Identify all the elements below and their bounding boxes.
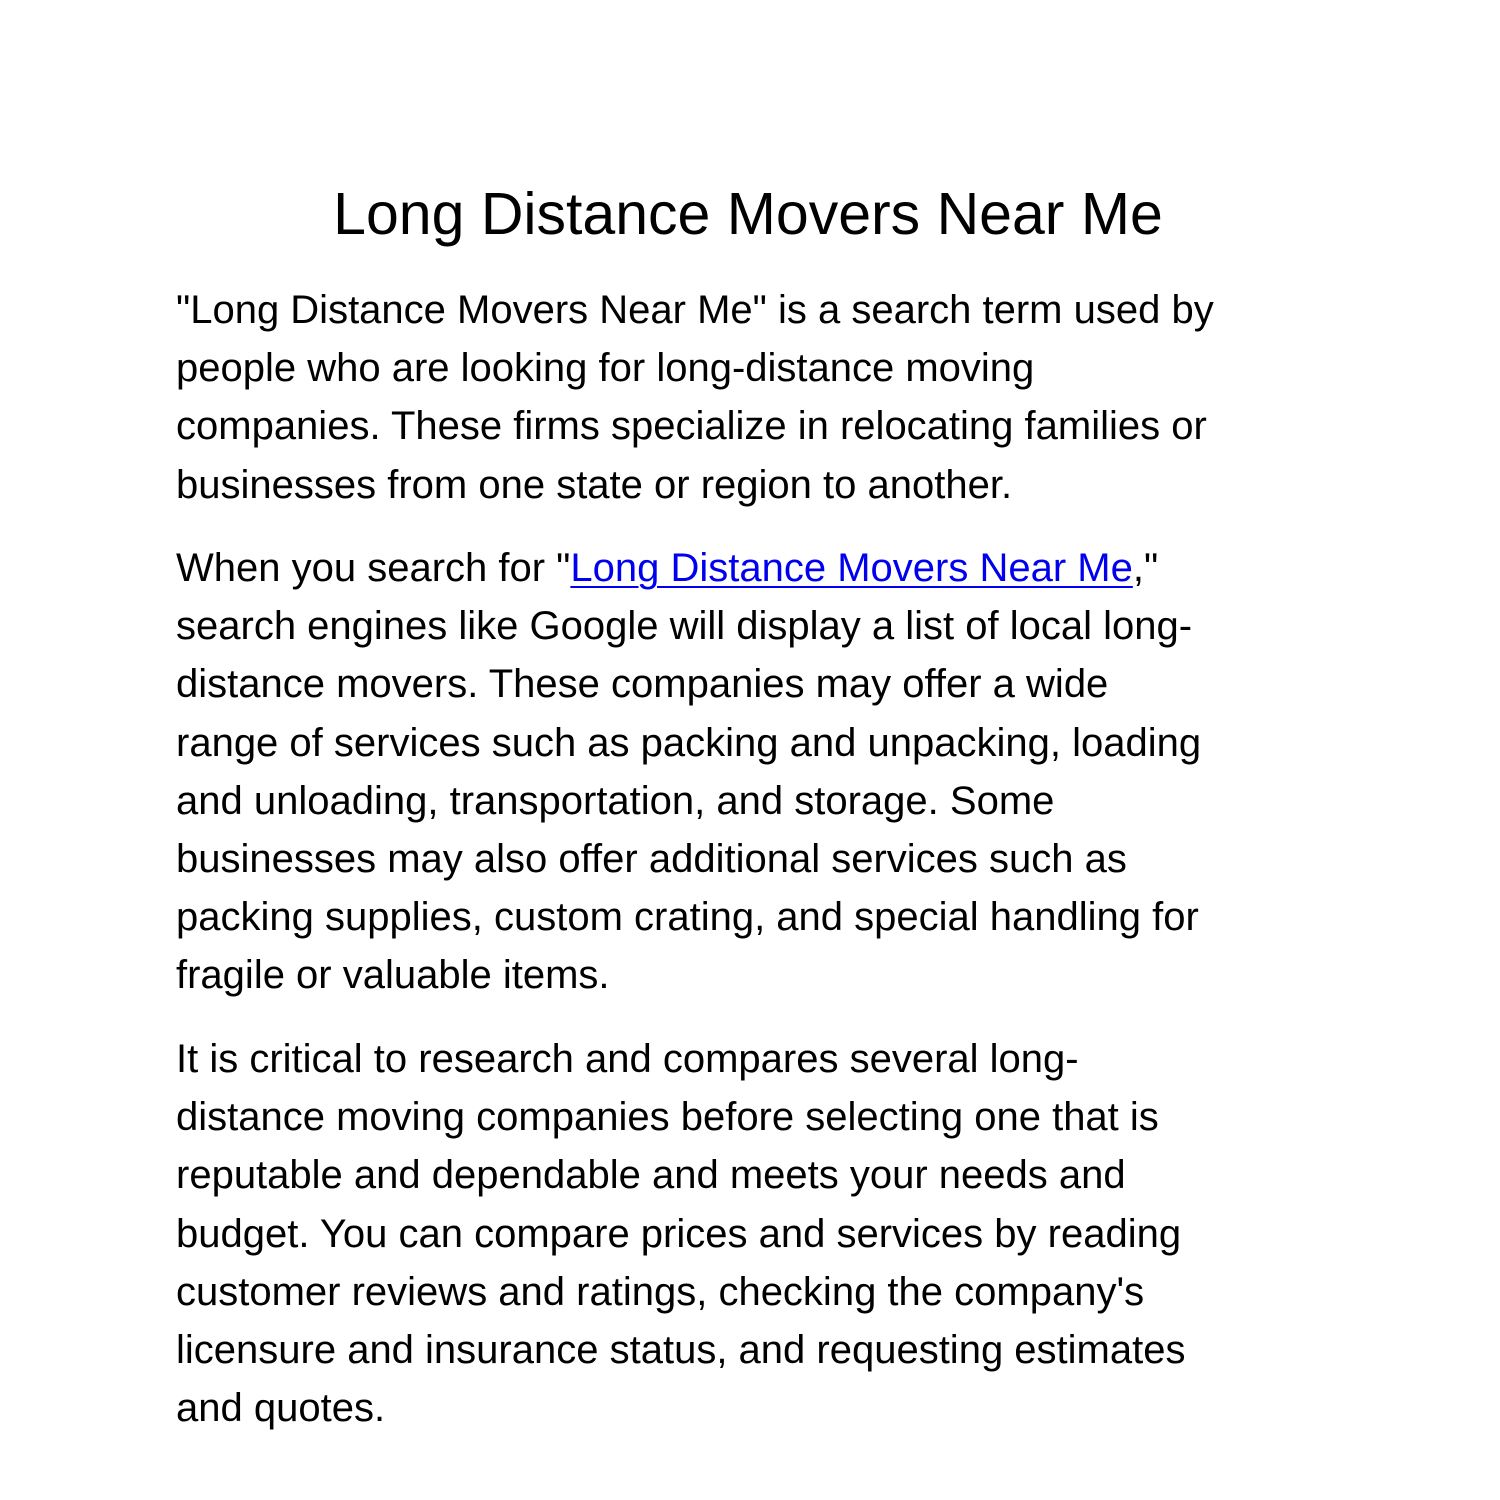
long-distance-movers-link[interactable]: Long Distance Movers Near Me (570, 546, 1133, 590)
paragraph-line: reputable and dependable and meets your needs and (176, 1153, 1126, 1198)
paragraph-line: fragile or valuable items. (176, 953, 610, 998)
paragraph-line: and quotes. (176, 1386, 386, 1431)
paragraph-intro (176, 281, 1214, 514)
paragraph-line: budget. You can compare prices and services by reading (176, 1211, 1182, 1256)
line-text-before-link: When you search for " (176, 546, 571, 590)
paragraph-line: search engines like Google will display a list of local long- (176, 604, 1193, 649)
paragraph-research-advice (176, 1030, 1185, 1437)
paragraph-line: distance moving companies before selecting one that is (176, 1095, 1159, 1140)
paragraph-line: businesses may also offer additional services such as (176, 837, 1127, 882)
paragraph-search-results (176, 539, 1201, 1005)
line-text-after-link: ," (1132, 546, 1159, 590)
paragraph-line: people who are looking for long-distance moving (176, 346, 1035, 391)
paragraph-line: businesses from one state or region to another. (176, 462, 1013, 507)
paragraph-line: range of services such as packing and unpacking, loading (176, 720, 1202, 765)
paragraph-line: "Long Distance Movers Near Me" is a search term used by (176, 288, 1214, 332)
paragraph-line: licensure and insurance status, and requesting estimates (176, 1328, 1186, 1373)
paragraph-line: companies. These firms specialize in relocating families or (176, 404, 1207, 449)
paragraph-line: customer reviews and ratings, checking the company's (176, 1269, 1145, 1314)
paragraph-line: and unloading, transportation, and storage. Some (176, 778, 1055, 823)
paragraph-line: distance movers. These companies may offer a wide (176, 662, 1109, 707)
paragraph-line: packing supplies, custom crating, and special handling for (176, 895, 1199, 940)
paragraph-line (176, 539, 1201, 597)
document-title: Long Distance Movers Near Me (333, 181, 1163, 247)
paragraph-line: It is critical to research and compares several long- (176, 1037, 1079, 1081)
